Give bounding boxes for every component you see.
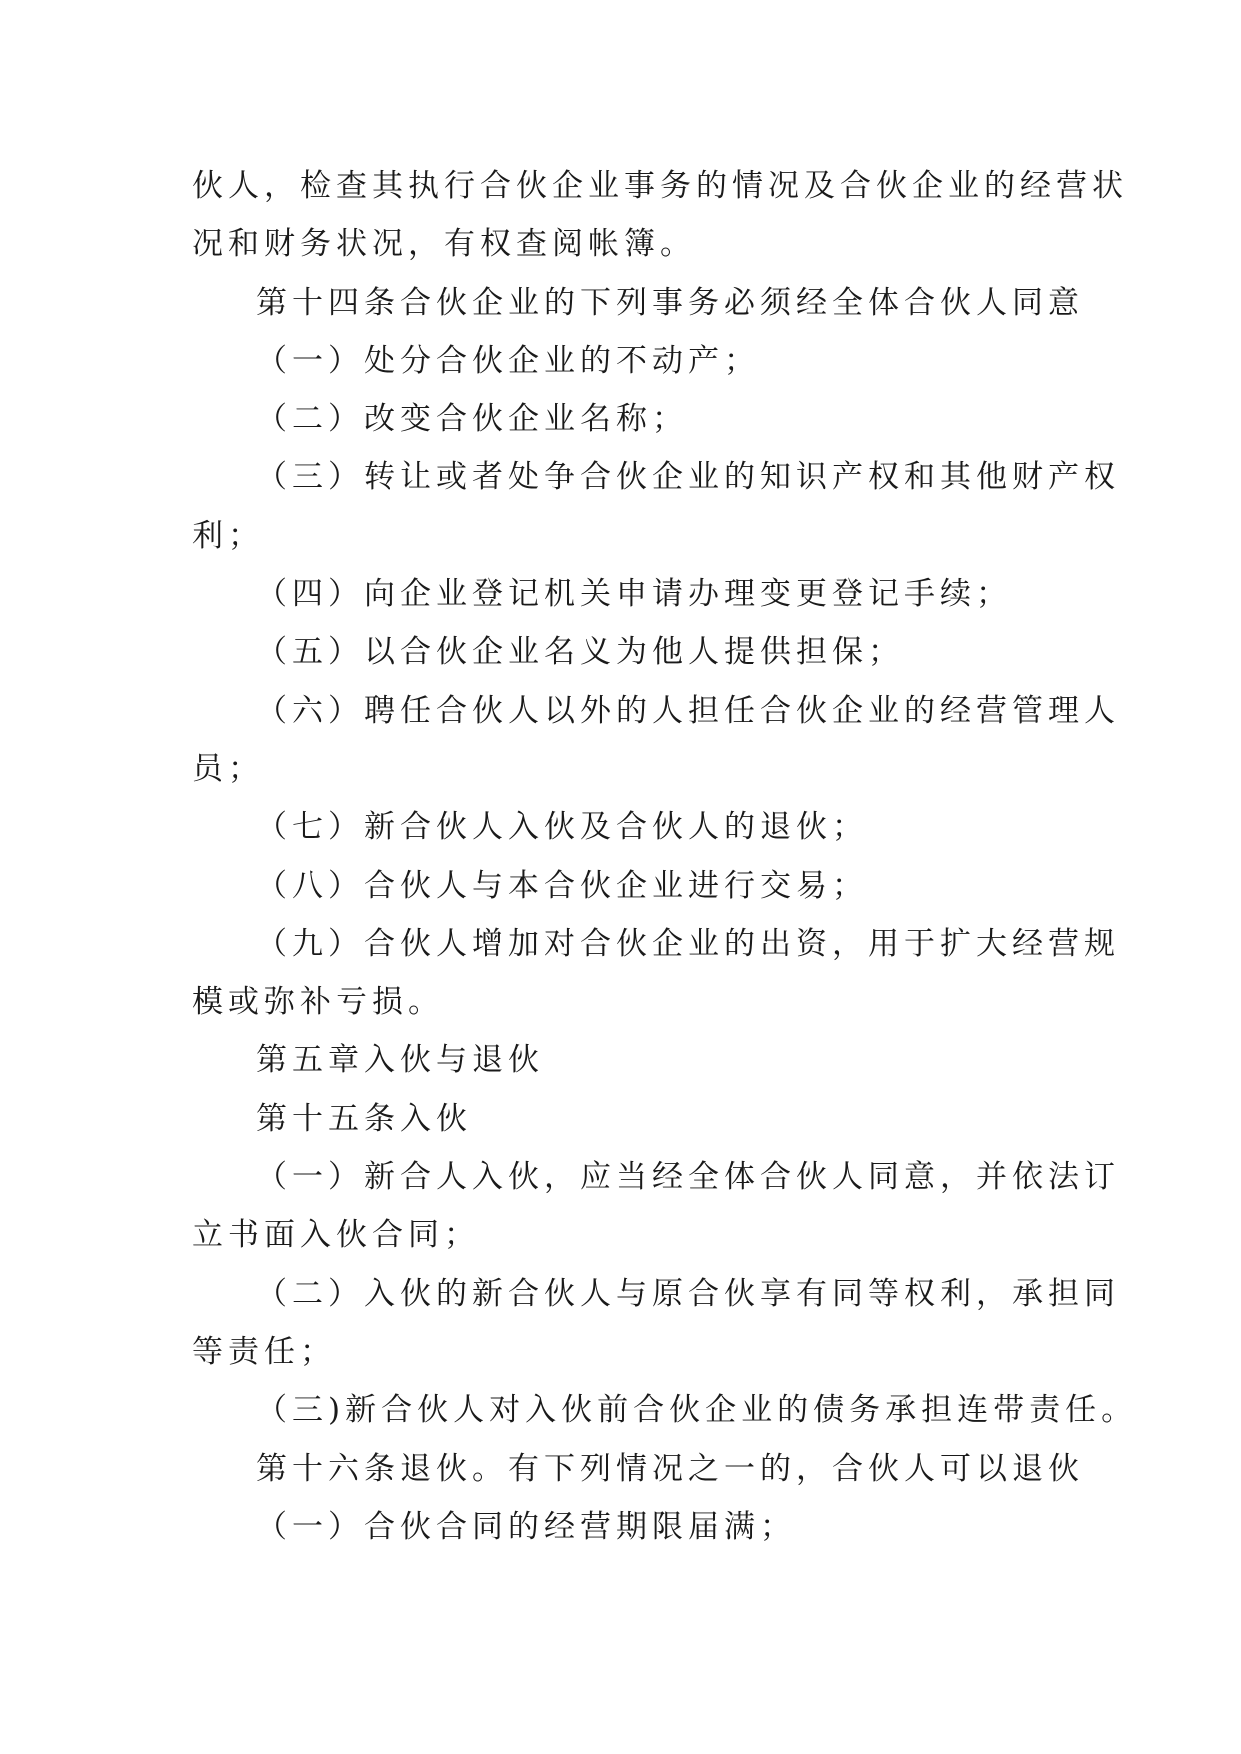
list-item: （二）改变合伙企业名称；	[256, 401, 688, 438]
text-line: 利；	[192, 517, 264, 554]
text-line: 伙人，检查其执行合伙企业事务的情况及合伙企业的经营状	[192, 168, 1128, 204]
text-line: 员；	[192, 750, 264, 787]
article-heading: 第十四条合伙企业的下列事务必须经全体合伙人同意	[256, 284, 1084, 321]
list-item: （九）合伙人增加对合伙企业的出资，用于扩大经营规	[256, 925, 1120, 962]
chapter-heading: 第五章入伙与退伙	[256, 1042, 544, 1079]
list-item: （四）向企业登记机关申请办理变更登记手续；	[256, 576, 1012, 613]
list-item: （三)新合伙人对入伙前合伙企业的债务承担连带责任。	[256, 1392, 1138, 1429]
list-item: （八）合伙人与本合伙企业进行交易；	[256, 867, 868, 904]
list-item: （一）新合人入伙，应当经全体合伙人同意，并依法订	[256, 1159, 1120, 1196]
text-line: 立书面入伙合同；	[192, 1217, 480, 1254]
text-line: 况和财务状况，有权查阅帐簿。	[192, 226, 696, 263]
list-item: （二）入伙的新合伙人与原合伙享有同等权利，承担同	[256, 1275, 1120, 1312]
list-item: （三）转让或者处争合伙企业的知识产权和其他财产权	[256, 459, 1120, 496]
text-line: 模或弥补亏损。	[192, 984, 444, 1021]
list-item: （七）新合伙人入伙及合伙人的退伙；	[256, 809, 868, 846]
list-item: （一）处分合伙企业的不动产；	[256, 342, 760, 379]
list-item: （五）以合伙企业名义为他人提供担保；	[256, 634, 904, 671]
text-line: 等责任；	[192, 1333, 336, 1370]
list-item: （六）聘任合伙人以外的人担任合伙企业的经营管理人	[256, 692, 1120, 729]
article-heading: 第十五条入伙	[256, 1100, 472, 1137]
article-heading: 第十六条退伙。有下列情况之一的，合伙人可以退伙	[256, 1450, 1084, 1487]
document-body	[192, 157, 1138, 1556]
list-item: （一）合伙合同的经营期限届满；	[256, 1508, 796, 1545]
